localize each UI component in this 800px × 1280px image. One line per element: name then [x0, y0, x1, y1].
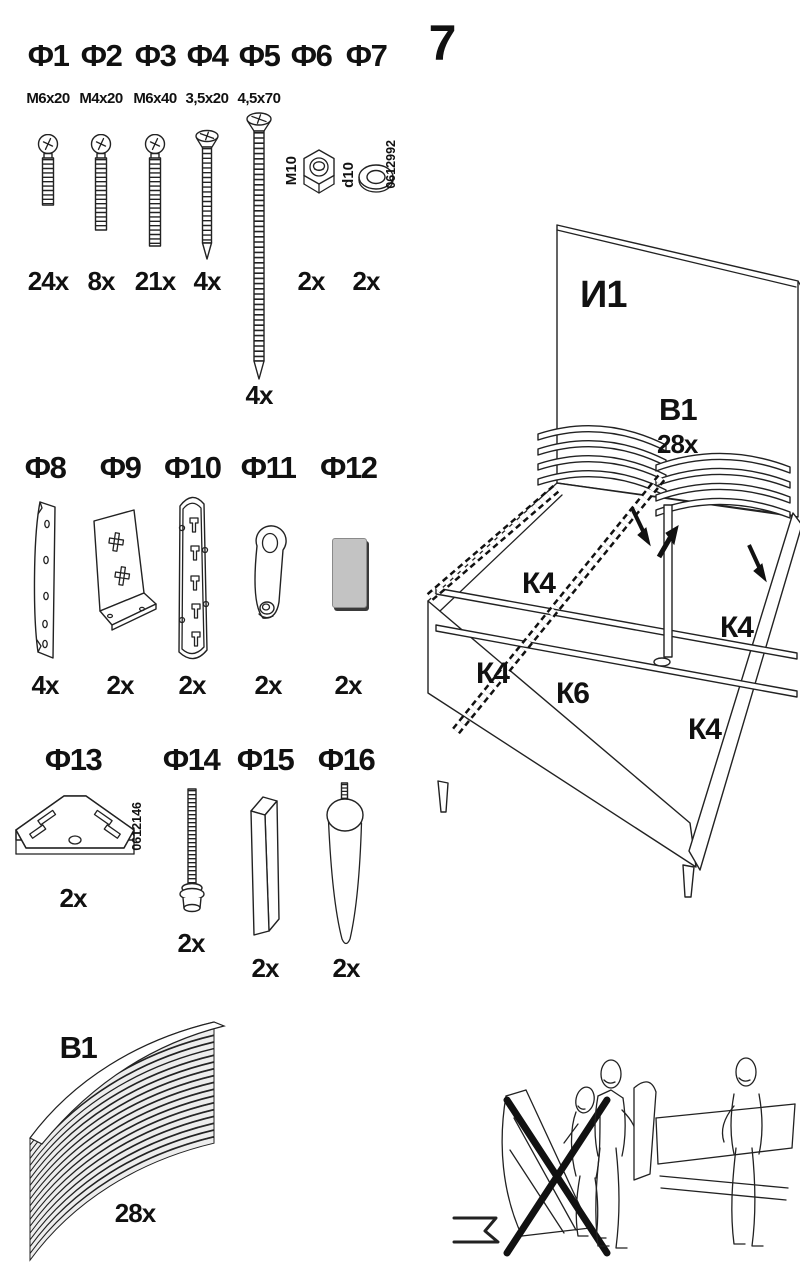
part-qty-f6: 2x — [297, 266, 325, 296]
rectangular-pad-icon — [332, 538, 367, 608]
part-label-f8: Ф8 — [24, 450, 66, 485]
washer-marking: d10 — [340, 162, 357, 188]
pan-head-screw-icon — [140, 134, 170, 252]
part-label-f6: Ф6 — [290, 38, 332, 73]
side-rail-label: К4 — [720, 611, 753, 644]
part-size-f5: 4,5x70 — [237, 90, 281, 107]
part-qty-f2: 8x — [87, 266, 115, 296]
side-rail-label: К4 — [688, 713, 721, 746]
part-label-f13: Ф13 — [44, 742, 102, 777]
headboard-label: И1 — [580, 274, 627, 316]
part-qty-f8: 4x — [31, 670, 59, 700]
part-qty-f11: 2x — [254, 670, 282, 700]
side-rail-label: К4 — [522, 567, 555, 600]
center-rail-label: К6 — [556, 677, 589, 710]
part-qty-f12: 2x — [334, 670, 362, 700]
threaded-rod-with-nut-icon — [175, 786, 209, 918]
part-qty-f14: 2x — [177, 928, 205, 958]
pan-head-screw-icon — [86, 134, 116, 236]
part-qty-f15: 2x — [251, 953, 279, 983]
page-number: 7 — [428, 15, 456, 71]
part-label-f3: Ф3 — [134, 38, 176, 73]
part-label-f10: Ф10 — [164, 450, 221, 485]
part-qty-f13: 2x — [59, 883, 87, 913]
center-support-post — [654, 505, 672, 666]
slat-stack-label: В1 — [59, 1030, 97, 1065]
square-leg-icon — [243, 791, 283, 943]
part-qty-f9: 2x — [106, 670, 134, 700]
nut-marking: M10 — [283, 156, 300, 186]
part-label-f2: Ф2 — [80, 38, 122, 73]
part-label-f9: Ф9 — [99, 450, 141, 485]
countersunk-screw-long-icon — [242, 110, 276, 382]
countersunk-screw-icon — [191, 128, 223, 262]
corner-bracket-icon — [12, 788, 138, 880]
part-size-f3: M6x40 — [133, 90, 177, 107]
part-label-f5: Ф5 — [238, 38, 280, 73]
part-qty-f5: 4x — [245, 380, 273, 410]
hex-nut-icon — [300, 148, 340, 200]
washer-part-number: 0612992 — [384, 140, 398, 189]
part-label-f16: Ф16 — [317, 742, 375, 777]
part-label-f4: Ф4 — [186, 38, 228, 73]
part-size-f1: M6x20 — [26, 90, 70, 107]
part-qty-f3: 21x — [134, 266, 176, 296]
slotted-hook-plate-icon — [170, 492, 214, 672]
part-label-f7: Ф7 — [345, 38, 387, 73]
slat-stack — [18, 1008, 233, 1278]
part-label-f11: Ф11 — [240, 450, 296, 485]
part-label-f1: Ф1 — [27, 38, 69, 73]
bracket-part-number: 0612146 — [130, 802, 144, 851]
prohibition-cross — [507, 1100, 607, 1253]
pan-head-screw-icon — [33, 134, 63, 212]
direction-arrows — [632, 508, 766, 581]
part-qty-f16: 2x — [332, 953, 360, 983]
slat-qty: 28x — [657, 429, 698, 459]
part-label-f15: Ф15 — [236, 742, 294, 777]
side-rail-label: К4 — [476, 657, 509, 690]
part-qty-f1: 24x — [27, 266, 69, 296]
correct-two-person-carry — [595, 1058, 795, 1248]
eye-tab-connector-icon — [243, 522, 293, 634]
part-size-f2: M4x20 — [79, 90, 123, 107]
flat-mounting-strip-icon — [28, 498, 64, 666]
part-label-f14: Ф14 — [162, 742, 220, 777]
part-qty-f10: 2x — [178, 670, 206, 700]
angle-bracket-icon — [82, 505, 162, 640]
slat-stack-qty: 28x — [114, 1198, 156, 1228]
slat-label: В1 — [659, 392, 697, 427]
bed-assembly-diagram — [412, 215, 800, 965]
part-qty-f7: 2x — [352, 266, 380, 296]
part-qty-f4: 4x — [193, 266, 221, 296]
carry-warning-illustration — [448, 1048, 800, 1278]
part-label-f12: Ф12 — [320, 450, 377, 485]
part-size-f4: 3,5x20 — [185, 90, 229, 107]
tapered-round-leg-icon — [322, 781, 368, 951]
